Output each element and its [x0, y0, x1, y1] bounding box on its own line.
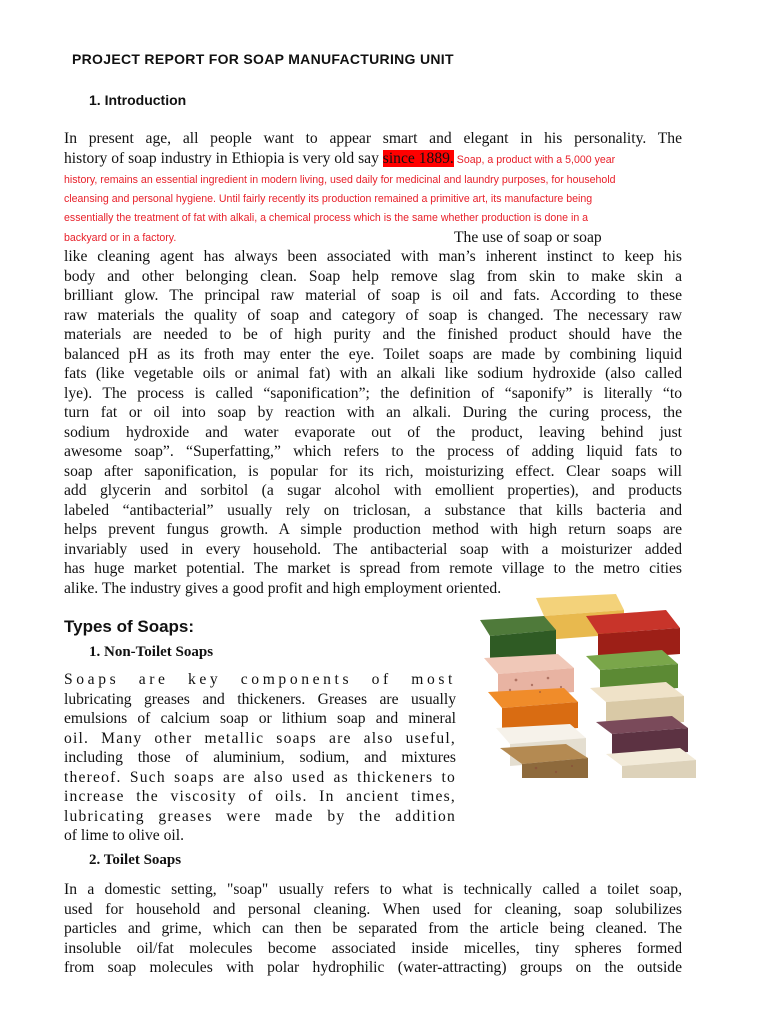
- body-line: like cleaning agent has always been associated with man’s inherent instinct to keep his: [64, 248, 682, 265]
- body-line: body and other belonging clean. Soap help remove slag from skin to make skin a: [64, 268, 682, 285]
- non-toilet-soaps-heading: 1. Non-Toilet Soaps: [89, 644, 214, 660]
- red-text-line-2: cleansing and personal hygiene. Until fairly recently its production remained a primitive art, its manufacture being: [64, 193, 593, 205]
- body-line: has huge market potential. The market is spread from remote village to the metro cities: [64, 560, 682, 577]
- body-line-last: alike. The industry gives a good profit and high employment oriented.: [64, 580, 502, 597]
- body-line: materials are needed to be of high purity and the finished product should have the: [64, 326, 682, 343]
- toilet-line: insoluble oil/fat molecules become associated inside micelles, tiny spheres formed: [64, 940, 682, 957]
- intro-line-1: In present age, all people want to appear smart and elegant in his personality. The: [64, 130, 682, 147]
- soap-bars-image: [466, 588, 702, 778]
- body-line: turn fat or oil into soap by reaction with an alkali. During the curing process, the: [64, 404, 682, 421]
- red-text-line-3: essentially the treatment of fat with alkali, a chemical process which is the same whether production is done in a: [64, 212, 589, 224]
- body-line: add glycerin and sorbitol (a sugar alcohol with emollient properties), and products: [64, 482, 682, 499]
- red-text-line-4: backyard or in a factory.: [64, 232, 177, 244]
- section-heading-introduction: 1. Introduction: [89, 92, 187, 108]
- non-toilet-line-last: of lime to olive oil.: [64, 827, 184, 844]
- toilet-line: from soap molecules with polar hydrophilic (water-attracting) groups on the outside: [64, 959, 682, 976]
- non-toilet-line: including those of aluminium, sodium, and mixtures: [64, 749, 456, 766]
- types-of-soaps-heading: Types of Soaps:: [64, 617, 195, 636]
- intro-continuation: The use of soap or soap: [454, 229, 602, 246]
- non-toilet-line: oil. Many other metallic soaps are also useful,: [64, 730, 456, 747]
- non-toilet-line: thereof. Such soaps are also used as thickeners to: [64, 769, 456, 786]
- non-toilet-line: lubricating greases and thickeners. Greases are usually: [64, 691, 456, 708]
- body-line: sodium hydroxide and water evaporate out of the product, leaving behind just: [64, 424, 682, 441]
- non-toilet-line: emulsions of calcium soap or lithium soap and mineral: [64, 710, 456, 727]
- intro-line-2-text: history of soap industry in Ethiopia is very old say: [64, 150, 379, 167]
- red-inline-text: Soap, a product with a 5,000 year: [453, 154, 616, 166]
- body-line: invariably used in every household. The antibacterial soap with a moisturizer added: [64, 541, 682, 558]
- body-line: helps prevent fungus growth. A simple production method with high return soaps are: [64, 521, 682, 538]
- body-line: soap after saponification, is popular for its rich, moisturizing effect. Clear soaps will: [64, 463, 682, 480]
- non-toilet-line: Soaps are key components of most: [64, 671, 456, 688]
- non-toilet-line: increase the viscosity of oils. In ancient times,: [64, 788, 456, 805]
- red-text-line-1: history, remains an essential ingredient in modern living, used daily for medicinal and laundry purposes, for household: [64, 174, 616, 186]
- body-line: labeled “antibacterial” usually rely on triclosan, a substance that kills bacteria and: [64, 502, 682, 519]
- toilet-soaps-heading: 2. Toilet Soaps: [89, 852, 182, 868]
- body-line: fats (like vegetable oils or animal fat) with an alkali like sodium hydroxide (also called: [64, 365, 682, 382]
- body-line: balanced pH as its froth may enter the eye. Toilet soaps are made by combining liquid: [64, 346, 682, 363]
- highlighted-date: since 1889.: [382, 150, 454, 167]
- toilet-line: particles and grime, which can then be separated from the article being cleaned. The: [64, 920, 682, 937]
- toilet-line: In a domestic setting, "soap" usually refers to what is technically called a toilet soap,: [64, 881, 682, 898]
- body-line: raw materials the quality of soap and category of soap is changed. The necessary raw: [64, 307, 682, 324]
- body-line: brilliant glow. The principal raw material of soap is oil and fats. According to these: [64, 287, 682, 304]
- intro-line-2: [64, 149, 615, 169]
- body-line: awesome soap”. “Superfatting,” which refers to the process of adding liquid fats to: [64, 443, 682, 460]
- body-line: lye). The process is called “saponification”; the definition of “saponify” is literally “to: [64, 385, 682, 402]
- toilet-line: used for household and personal cleaning. When used for cleaning, soap solubilizes: [64, 901, 682, 918]
- document-title: PROJECT REPORT FOR SOAP MANUFACTURING UNIT: [72, 51, 454, 67]
- non-toilet-line: lubricating greases were made by the addition: [64, 808, 456, 825]
